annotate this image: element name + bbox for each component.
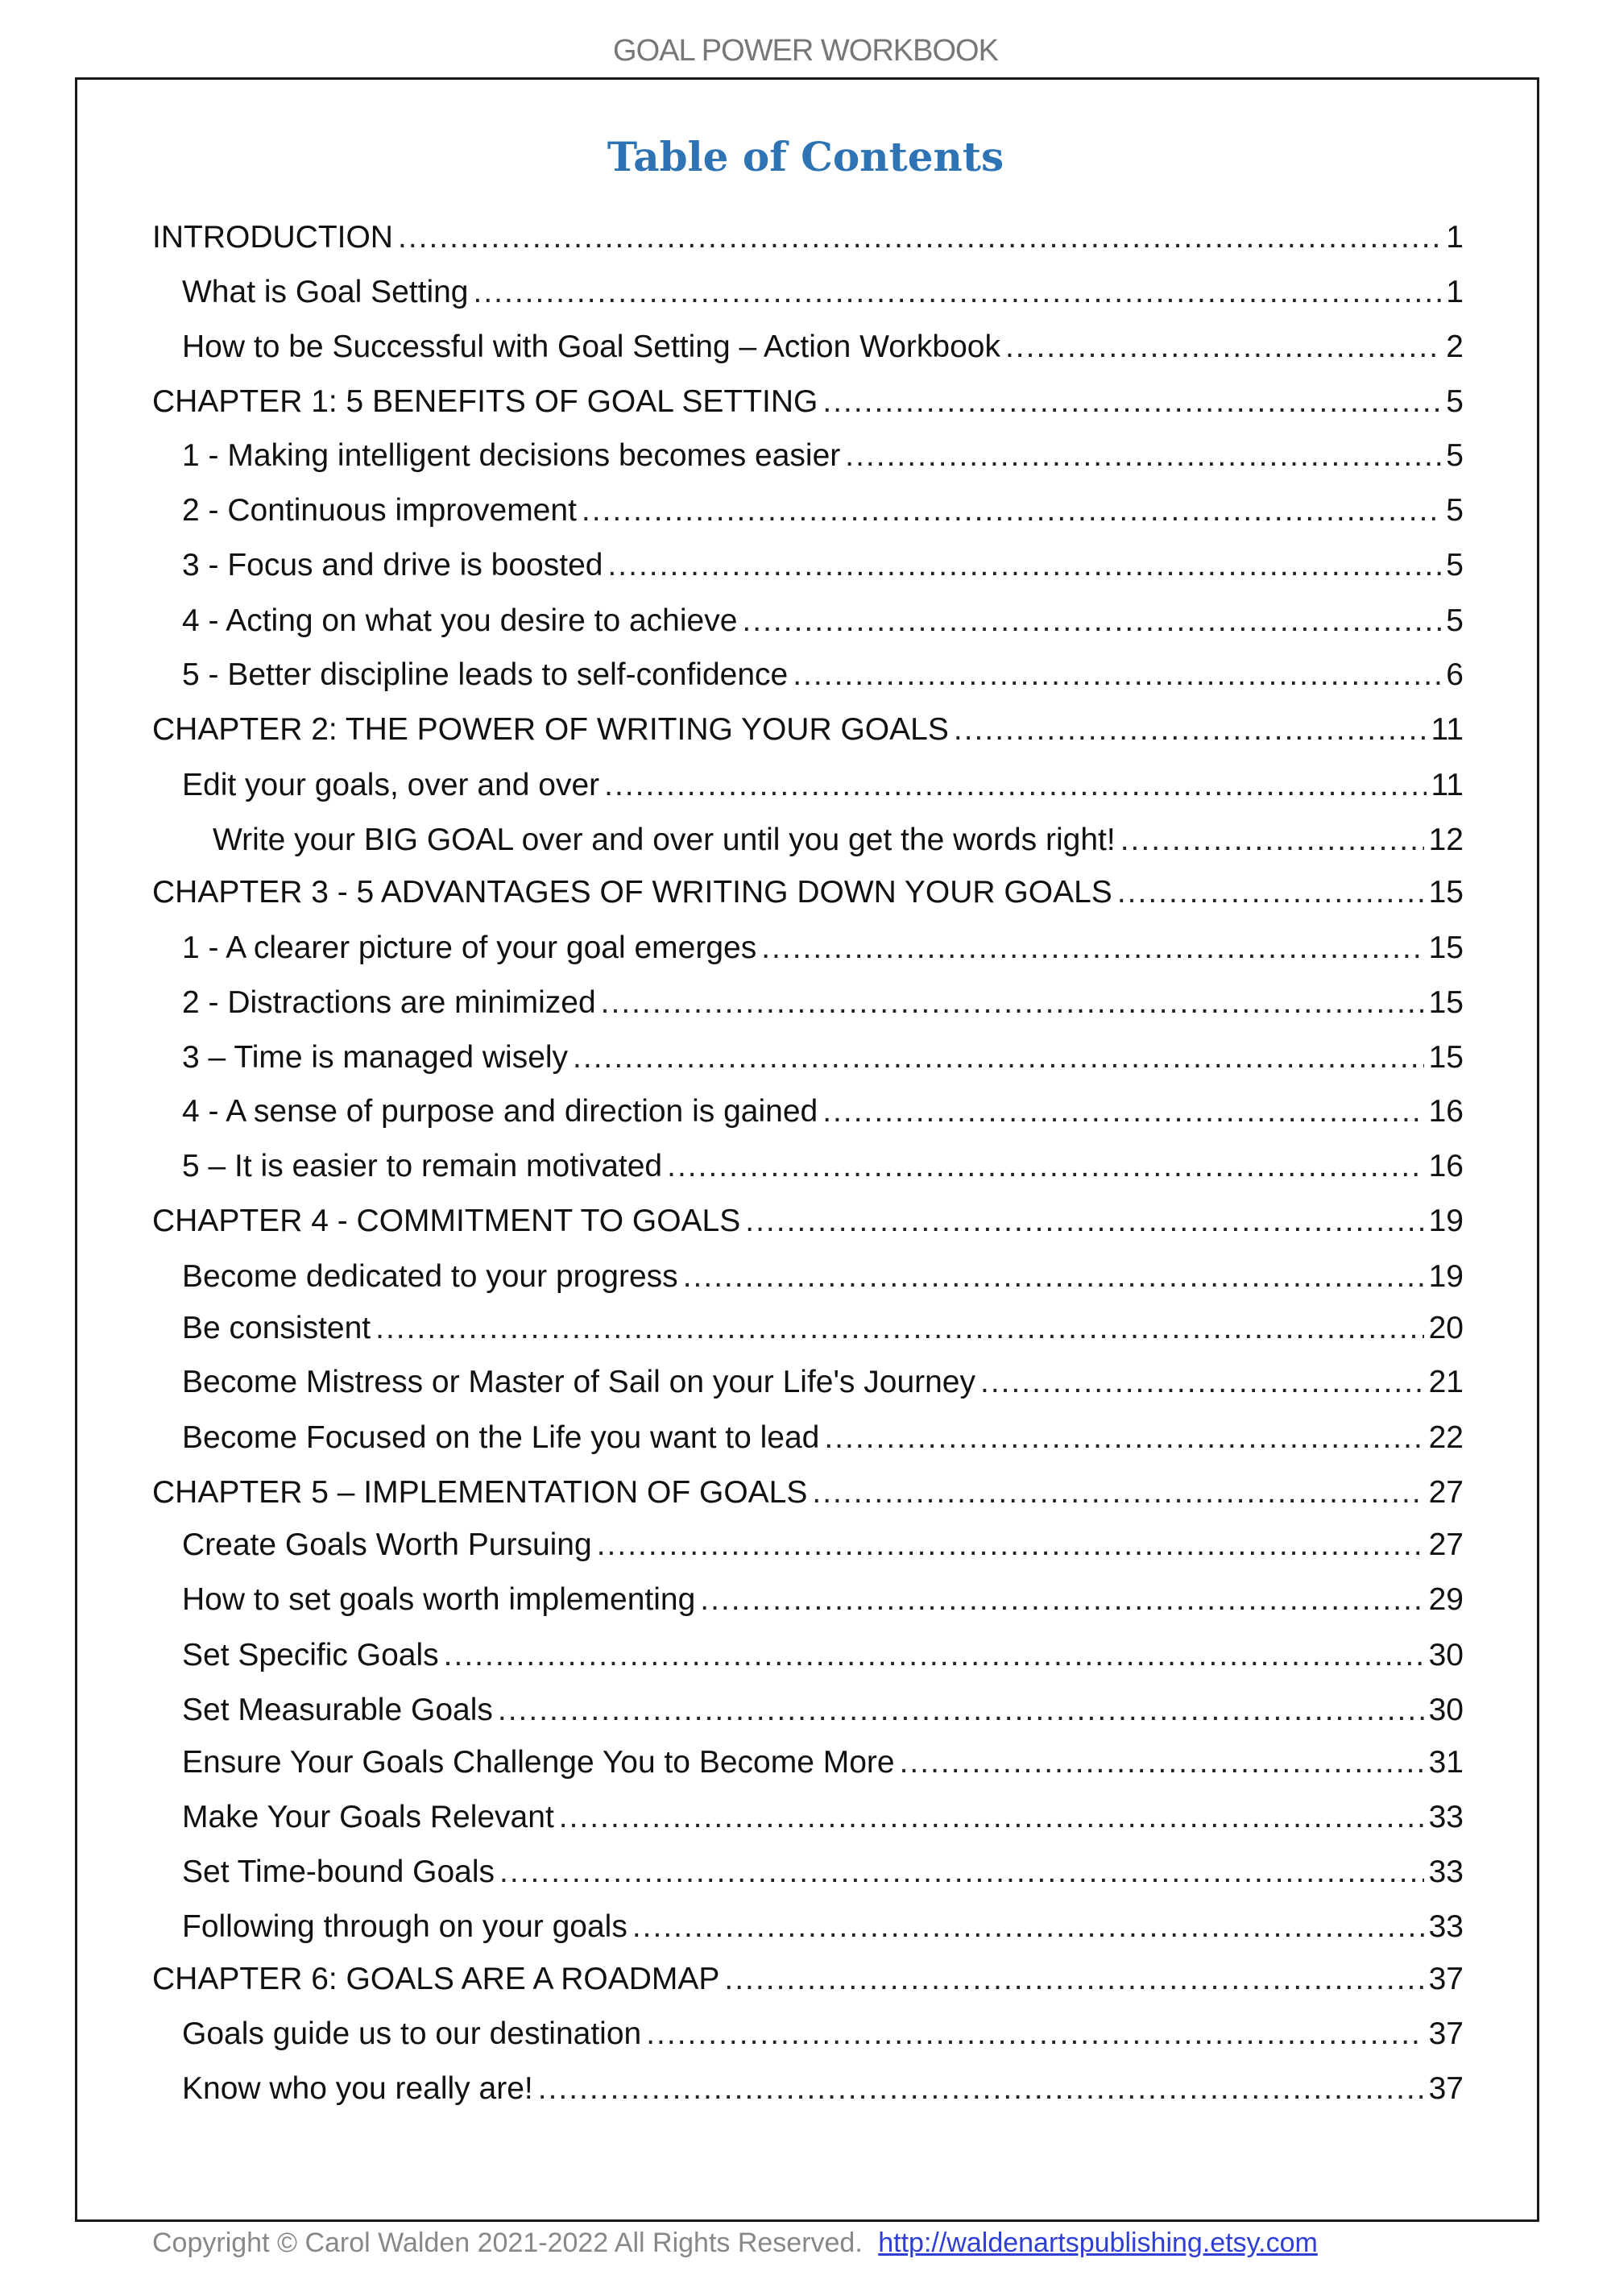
toc-entry-label: Following through on your goals: [182, 1909, 627, 1944]
toc-page-number: 2: [1446, 329, 1464, 364]
toc-entry[interactable]: [182, 1690, 1464, 1730]
dot-leader: [582, 491, 1441, 531]
toc-entry[interactable]: [152, 1959, 1464, 2000]
toc-page-number: 6: [1446, 657, 1464, 692]
dot-leader: [375, 1308, 1423, 1349]
toc-page-number: 12: [1428, 823, 1464, 857]
toc-entry[interactable]: [182, 545, 1464, 586]
toc-entry-label: Make Your Goals Relevant: [182, 1800, 554, 1834]
dot-leader: [724, 1959, 1423, 2000]
toc-page-number: 37: [1428, 2016, 1464, 2051]
dot-leader: [1120, 820, 1424, 860]
dot-leader: [822, 1092, 1423, 1132]
copyright-notice: Copyright © Carol Walden 2021-2022 All Rights Reserved.: [152, 2228, 863, 2258]
toc-entry[interactable]: [182, 272, 1464, 313]
toc-entry-label: 3 – Time is managed wisely: [182, 1040, 569, 1075]
toc-page-number: 22: [1428, 1420, 1464, 1455]
toc-entry[interactable]: [182, 1907, 1464, 1947]
toc-page-number: 1: [1446, 220, 1464, 255]
toc-page-number: 19: [1428, 1204, 1464, 1238]
toc-entry-label: Be consistent: [182, 1311, 371, 1345]
dot-leader: [745, 1201, 1423, 1241]
toc-entry[interactable]: [182, 436, 1464, 476]
dot-leader: [601, 983, 1424, 1023]
dot-leader: [474, 272, 1442, 313]
toc-entry-label: 4 - A sense of purpose and direction is gained: [182, 1094, 818, 1129]
toc-entry-label: CHAPTER 2: THE POWER OF WRITING YOUR GOALS: [152, 712, 949, 747]
toc-entry-label: How to set goals worth implementing: [182, 1582, 696, 1617]
toc-entry-label: How to be Successful with Goal Setting – Action Workbook: [182, 329, 1000, 364]
toc-entry-label: 1 - Making intelligent decisions becomes easier: [182, 438, 841, 473]
toc-entry[interactable]: [182, 327, 1464, 367]
toc-entry-label: Become dedicated to your progress: [182, 1259, 678, 1294]
toc-page-number: 5: [1446, 603, 1464, 638]
toc-entry[interactable]: [182, 1362, 1464, 1403]
toc-page-number: 5: [1446, 384, 1464, 419]
toc-entry[interactable]: [152, 710, 1464, 750]
footer-link[interactable]: http://waldenartspublishing.etsy.com: [878, 2228, 1318, 2258]
toc-entry[interactable]: [152, 1201, 1464, 1241]
toc-page-number: 27: [1428, 1527, 1464, 1562]
dot-leader: [604, 765, 1426, 806]
dot-leader: [812, 1473, 1423, 1513]
dot-leader: [900, 1743, 1424, 1783]
toc-entry-label: Ensure Your Goals Challenge You to Become More: [182, 1745, 895, 1780]
toc-page-number: 21: [1428, 1365, 1464, 1399]
toc-entry-label: 2 - Continuous improvement: [182, 493, 577, 528]
toc-page-number: 5: [1446, 493, 1464, 528]
dot-leader: [845, 436, 1441, 476]
toc-entry[interactable]: [182, 1308, 1464, 1349]
toc-page-number: 11: [1431, 768, 1464, 802]
dot-leader: [742, 601, 1441, 641]
toc-page-number: 30: [1428, 1693, 1464, 1727]
toc-entry[interactable]: [182, 1257, 1464, 1297]
dot-leader: [824, 1418, 1423, 1458]
toc-page-number: 37: [1428, 2071, 1464, 2106]
dot-leader: [954, 710, 1427, 750]
toc-entry-label: CHAPTER 5 – IMPLEMENTATION OF GOALS: [152, 1475, 808, 1510]
toc-entry[interactable]: [182, 1418, 1464, 1458]
toc-page-number: 15: [1428, 875, 1464, 910]
toc-page-number: 5: [1446, 548, 1464, 582]
dot-leader: [632, 1907, 1424, 1947]
toc-entry-label: INTRODUCTION: [152, 220, 393, 255]
toc-page-number: 1: [1446, 275, 1464, 309]
toc-entry[interactable]: [182, 983, 1464, 1023]
toc-entry[interactable]: [213, 820, 1464, 860]
toc-entry-label: CHAPTER 4 - COMMITMENT TO GOALS: [152, 1204, 741, 1238]
toc-entry[interactable]: [152, 1473, 1464, 1513]
footer: [152, 2228, 1318, 2259]
dot-leader: [646, 2014, 1423, 2054]
toc-page-number: 33: [1428, 1909, 1464, 1944]
dot-leader: [1117, 872, 1424, 913]
running-header: GOAL POWER WORKBOOK: [613, 34, 998, 68]
toc-entry[interactable]: [152, 382, 1464, 422]
toc-entry-label: Set Time-bound Goals: [182, 1855, 495, 1889]
dot-leader: [573, 1038, 1424, 1078]
dot-leader: [607, 545, 1441, 586]
toc-entry[interactable]: [182, 1038, 1464, 1078]
toc-entry[interactable]: [182, 491, 1464, 531]
toc-entry-label: Write your BIG GOAL over and over until you get the words right!: [213, 823, 1116, 857]
dot-leader: [700, 1580, 1423, 1620]
toc-page-number: 16: [1428, 1149, 1464, 1183]
toc-page-number: 29: [1428, 1582, 1464, 1617]
toc-page-number: 31: [1428, 1745, 1464, 1780]
toc-entry[interactable]: [152, 218, 1464, 258]
toc-entry-label: Set Measurable Goals: [182, 1693, 493, 1727]
toc-title: Table of Contents: [607, 133, 1004, 180]
toc-entry[interactable]: [182, 928, 1464, 968]
toc-entry-label: CHAPTER 1: 5 BENEFITS OF GOAL SETTING: [152, 384, 818, 419]
toc-entry-label: Goals guide us to our destination: [182, 2016, 642, 2051]
toc-entry[interactable]: [182, 1743, 1464, 1783]
toc-entry-label: 3 - Focus and drive is boosted: [182, 548, 603, 582]
toc-entry[interactable]: [182, 2069, 1464, 2109]
toc-entry[interactable]: [182, 2014, 1464, 2054]
toc-entry[interactable]: [182, 1146, 1464, 1187]
toc-page-number: 15: [1428, 930, 1464, 965]
toc-page-number: 15: [1428, 985, 1464, 1020]
toc-entry-label: Create Goals Worth Pursuing: [182, 1527, 592, 1562]
toc-page-number: 37: [1428, 1962, 1464, 1996]
toc-entry-label: 5 - Better discipline leads to self-confidence: [182, 657, 789, 692]
toc-entry[interactable]: [182, 1635, 1464, 1676]
toc-entry-label: Become Mistress or Master of Sail on your Life's Journey: [182, 1365, 975, 1399]
toc-entry-label: 5 – It is easier to remain motivated: [182, 1149, 663, 1183]
toc-page-number: 33: [1428, 1800, 1464, 1834]
dot-leader: [498, 1690, 1424, 1730]
toc-entry-label: Know who you really are!: [182, 2071, 533, 2106]
toc-entry[interactable]: [182, 655, 1464, 695]
toc-entry-label: What is Goal Setting: [182, 275, 469, 309]
dot-leader: [559, 1797, 1424, 1838]
dot-leader: [793, 655, 1441, 695]
dot-leader: [683, 1257, 1424, 1297]
toc-page-number: 19: [1428, 1259, 1464, 1294]
dot-leader: [822, 382, 1441, 422]
toc-page-number: 15: [1428, 1040, 1464, 1075]
toc-page-number: 5: [1446, 438, 1464, 473]
toc-entry[interactable]: [182, 1797, 1464, 1838]
dot-leader: [1005, 327, 1441, 367]
dot-leader: [761, 928, 1423, 968]
toc-entry-label: 4 - Acting on what you desire to achieve: [182, 603, 738, 638]
toc-entry-label: Set Specific Goals: [182, 1638, 439, 1672]
toc-entry[interactable]: [182, 1852, 1464, 1892]
toc-entry[interactable]: [182, 1092, 1464, 1132]
dot-leader: [499, 1852, 1424, 1892]
dot-leader: [667, 1146, 1424, 1187]
dot-leader: [980, 1362, 1424, 1403]
toc-entry[interactable]: [182, 601, 1464, 641]
toc-page-number: 20: [1428, 1311, 1464, 1345]
toc-page-number: 11: [1431, 712, 1464, 747]
toc-entry[interactable]: [152, 872, 1464, 913]
toc-entry-label: 2 - Distractions are minimized: [182, 985, 596, 1020]
toc-entry[interactable]: [182, 1525, 1464, 1565]
toc-entry-label: Become Focused on the Life you want to lead: [182, 1420, 820, 1455]
dot-leader: [597, 1525, 1424, 1565]
toc-entry-label: CHAPTER 3 - 5 ADVANTAGES OF WRITING DOWN YOUR GOALS: [152, 875, 1112, 910]
toc-entry-label: Edit your goals, over and over: [182, 768, 600, 802]
toc-entry-label: CHAPTER 6: GOALS ARE A ROADMAP: [152, 1962, 720, 1996]
toc-page-number: 27: [1428, 1475, 1464, 1510]
dot-leader: [398, 218, 1441, 258]
toc-page-number: 30: [1428, 1638, 1464, 1672]
dot-leader: [444, 1635, 1424, 1676]
toc-page-number: 33: [1428, 1855, 1464, 1889]
toc-page-number: 16: [1428, 1094, 1464, 1129]
toc-entry[interactable]: [182, 1580, 1464, 1620]
dot-leader: [538, 2069, 1424, 2109]
toc-entry[interactable]: [182, 765, 1464, 806]
toc-entry-label: 1 - A clearer picture of your goal emerges: [182, 930, 757, 965]
